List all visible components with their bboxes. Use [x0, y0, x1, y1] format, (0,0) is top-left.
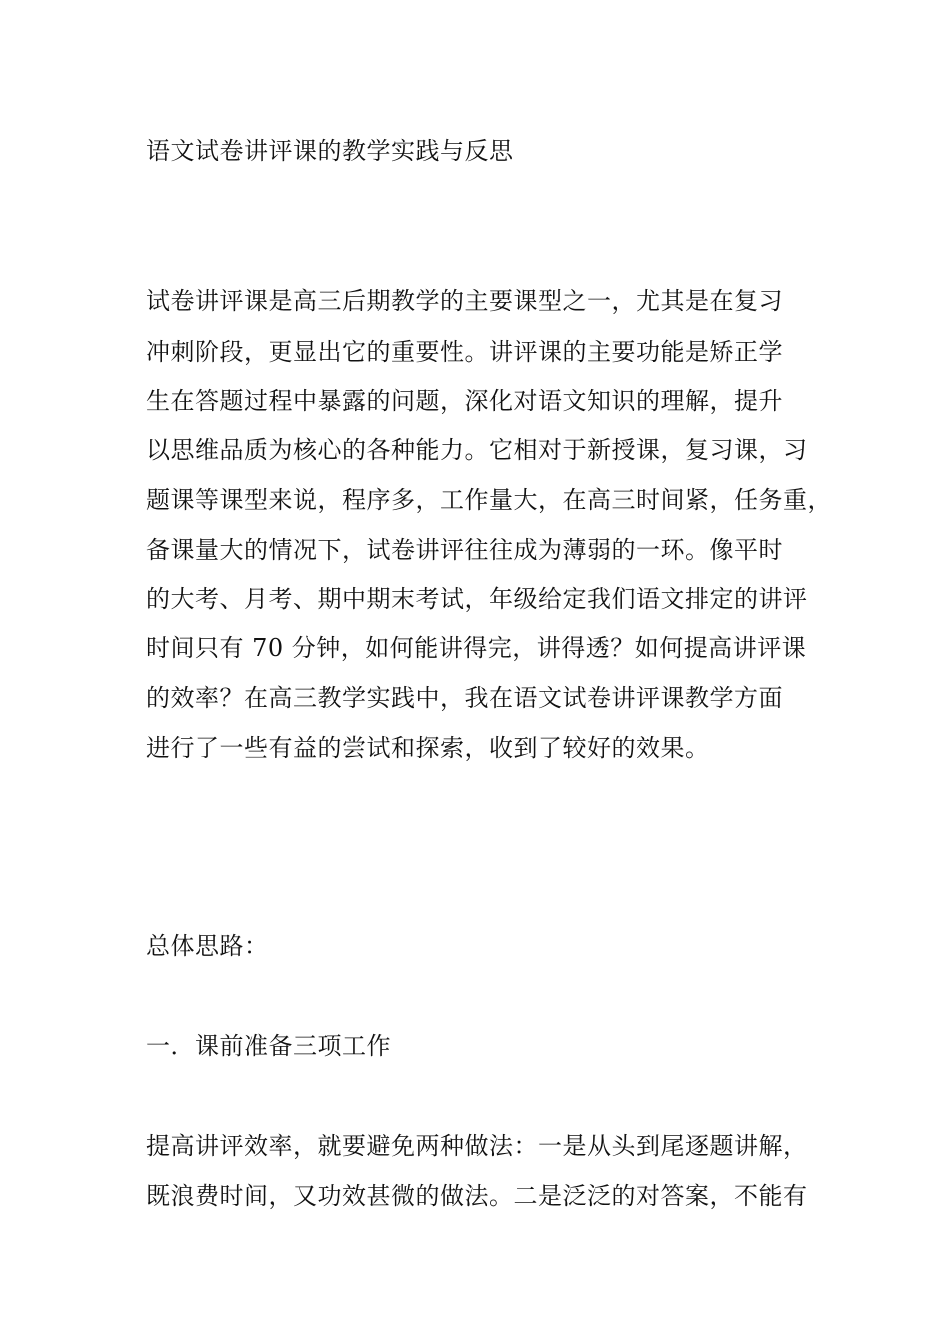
paragraph-line: 进行了一些有益的尝试和探索，收到了较好的效果。: [146, 734, 710, 762]
paragraph-line: 的效率？在高三教学实践中，我在语文试卷讲评课教学方面: [146, 684, 783, 712]
paragraph-line: 既浪费时间，又功效甚微的做法。二是泛泛的对答案，不能有: [146, 1182, 808, 1210]
paragraph-line: 冲刺阶段，更显出它的重要性。讲评课的主要功能是矫正学: [146, 338, 783, 366]
paragraph-line: 提高讲评效率，就要避免两种做法：一是从头到尾逐题讲解，: [146, 1132, 808, 1160]
paragraph-line: 时间只有 70 分钟，如何能讲得完，讲得透？如何提高讲评课: [146, 634, 807, 662]
paragraph-line: 备课量大的情况下，试卷讲评往往成为薄弱的一环。像平时: [146, 536, 783, 564]
document-title: 语文试卷讲评课的教学实践与反思: [146, 137, 514, 165]
paragraph-line: 题课等课型来说，程序多，工作量大，在高三时间紧，任务重，: [146, 486, 832, 514]
paragraph-line: 生在答题过程中暴露的问题，深化对语文知识的理解，提升: [146, 387, 783, 415]
paragraph-line: 以思维品质为核心的各种能力。它相对于新授课，复习课，习: [146, 436, 808, 464]
section-heading: 一．课前准备三项工作: [146, 1032, 391, 1060]
paragraph-line: 的大考、月考、期中期末考试，年级给定我们语文排定的讲评: [146, 585, 808, 613]
overall-heading: 总体思路：: [146, 932, 269, 960]
paragraph-line: 试卷讲评课是高三后期教学的主要课型之一，尤其是在复习: [146, 287, 783, 315]
